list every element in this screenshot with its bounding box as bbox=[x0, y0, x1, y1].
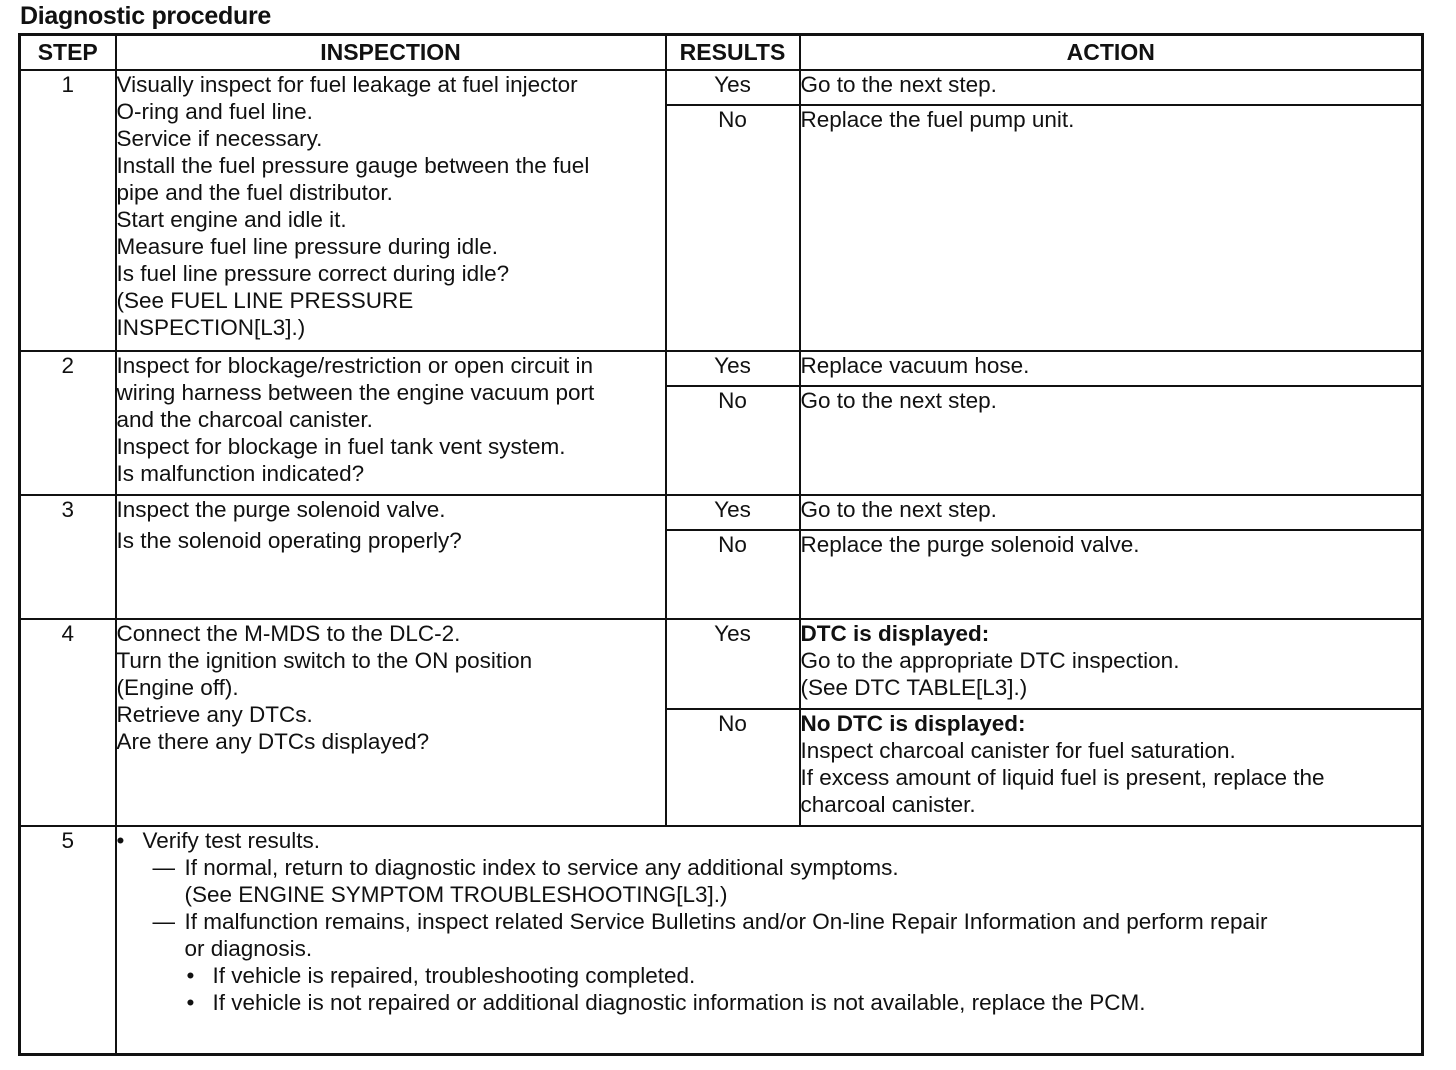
action-no bbox=[800, 709, 1423, 826]
action-line: If excess amount of liquid fuel is present, replace the bbox=[800, 765, 1325, 790]
header-row bbox=[20, 35, 1423, 71]
bullet-text: Verify test results. bbox=[142, 828, 321, 853]
inspection-cell bbox=[116, 351, 666, 495]
inspection-cell bbox=[116, 619, 666, 826]
table-row bbox=[20, 351, 1423, 386]
action-no: Replace the purge solenoid valve. bbox=[800, 530, 1423, 619]
sub-bullet-item bbox=[117, 989, 1422, 1016]
result-yes: Yes bbox=[666, 495, 800, 530]
result-no: No bbox=[666, 386, 800, 495]
inspection-line: Turn the ignition switch to the ON position bbox=[116, 648, 533, 673]
bullet-item bbox=[117, 827, 1422, 854]
action-line: Inspect charcoal canister for fuel saturation. bbox=[800, 738, 1236, 763]
inspection-line: (Engine off). bbox=[116, 675, 239, 700]
action-heading: No DTC is displayed: bbox=[800, 711, 1026, 736]
inspection-cell bbox=[116, 70, 666, 351]
inspection-line: Is the solenoid operating properly? bbox=[116, 528, 462, 553]
bullet-icon: • bbox=[186, 963, 195, 988]
dash-icon: — bbox=[152, 909, 175, 934]
result-no: No bbox=[666, 709, 800, 826]
inspection-line: Inspect for blockage/restriction or open circuit in bbox=[116, 353, 593, 378]
bullet-icon: • bbox=[186, 990, 195, 1015]
header-results: RESULTS bbox=[666, 35, 800, 71]
inspection-line: pipe and the fuel distributor. bbox=[116, 180, 393, 205]
table-row bbox=[20, 826, 1423, 1054]
inspection-line: O-ring and fuel line. bbox=[116, 99, 313, 124]
inspection-line: INSPECTION[L3].) bbox=[116, 315, 306, 340]
result-no: No bbox=[666, 530, 800, 619]
action-yes: Replace vacuum hose. bbox=[800, 351, 1423, 386]
inspection-line: Inspect for blockage in fuel tank vent system. bbox=[116, 434, 566, 459]
dash-item-continuation: or diagnosis. bbox=[184, 936, 313, 961]
step-number: 5 bbox=[20, 826, 116, 1054]
bullet-icon: • bbox=[116, 828, 125, 853]
header-inspection: INSPECTION bbox=[116, 35, 666, 71]
inspection-line: Install the fuel pressure gauge between the fuel bbox=[116, 153, 590, 178]
action-no: Go to the next step. bbox=[800, 386, 1423, 495]
sub-bullet-text: If vehicle is not repaired or additional diagnostic information is not available, replace the PCM. bbox=[212, 990, 1146, 1015]
dash-text: If malfunction remains, inspect related Service Bulletins and/or On-line Repair Information and perform repair bbox=[184, 909, 1268, 934]
action-yes: Go to the next step. bbox=[800, 495, 1423, 530]
dash-text: If normal, return to diagnostic index to service any additional symptoms. bbox=[184, 855, 899, 880]
inspection-line: (See FUEL LINE PRESSURE bbox=[116, 288, 414, 313]
inspection-line: Retrieve any DTCs. bbox=[116, 702, 313, 727]
sub-bullet-item bbox=[117, 962, 1422, 989]
step-number: 3 bbox=[20, 495, 116, 619]
result-yes: Yes bbox=[666, 619, 800, 709]
dash-icon: — bbox=[152, 855, 175, 880]
inspection-line: Are there any DTCs displayed? bbox=[116, 729, 430, 754]
result-no: No bbox=[666, 105, 800, 351]
inspection-line: and the charcoal canister. bbox=[116, 407, 373, 432]
final-step-cell bbox=[116, 826, 1423, 1054]
action-yes bbox=[800, 619, 1423, 709]
dash-item bbox=[117, 908, 1422, 935]
action-heading: DTC is displayed: bbox=[800, 621, 990, 646]
inspection-cell bbox=[116, 495, 666, 619]
inspection-line: Is fuel line pressure correct during idle? bbox=[116, 261, 510, 286]
result-yes: Yes bbox=[666, 351, 800, 386]
inspection-line: Service if necessary. bbox=[116, 126, 323, 151]
step-number: 2 bbox=[20, 351, 116, 495]
inspection-line: Connect the M-MDS to the DLC-2. bbox=[116, 621, 461, 646]
table-row bbox=[20, 495, 1423, 530]
inspection-line: Inspect the purge solenoid valve. bbox=[116, 497, 446, 522]
action-yes: Go to the next step. bbox=[800, 70, 1423, 105]
inspection-line: Visually inspect for fuel leakage at fuel injector bbox=[116, 72, 578, 97]
action-line: charcoal canister. bbox=[800, 792, 976, 817]
inspection-line: Is malfunction indicated? bbox=[116, 461, 365, 486]
result-yes: Yes bbox=[666, 70, 800, 105]
dash-item bbox=[117, 854, 1422, 881]
inspection-line: Measure fuel line pressure during idle. bbox=[116, 234, 498, 259]
dash-item-continuation: (See ENGINE SYMPTOM TROUBLESHOOTING[L3].) bbox=[184, 882, 728, 907]
action-line: (See DTC TABLE[L3].) bbox=[800, 675, 1028, 700]
sub-bullet-text: If vehicle is repaired, troubleshooting completed. bbox=[212, 963, 696, 988]
table-row bbox=[20, 70, 1423, 105]
header-step: STEP bbox=[20, 35, 116, 71]
inspection-line: wiring harness between the engine vacuum port bbox=[116, 380, 595, 405]
action-line: Go to the appropriate DTC inspection. bbox=[800, 648, 1180, 673]
table-row bbox=[20, 619, 1423, 709]
inspection-line: Start engine and idle it. bbox=[116, 207, 347, 232]
action-no: Replace the fuel pump unit. bbox=[800, 105, 1423, 351]
step-number: 4 bbox=[20, 619, 116, 826]
step-number: 1 bbox=[20, 70, 116, 351]
page-title: Diagnostic procedure bbox=[20, 2, 271, 30]
header-action: ACTION bbox=[800, 35, 1423, 71]
diagnostic-table bbox=[18, 33, 1424, 1056]
